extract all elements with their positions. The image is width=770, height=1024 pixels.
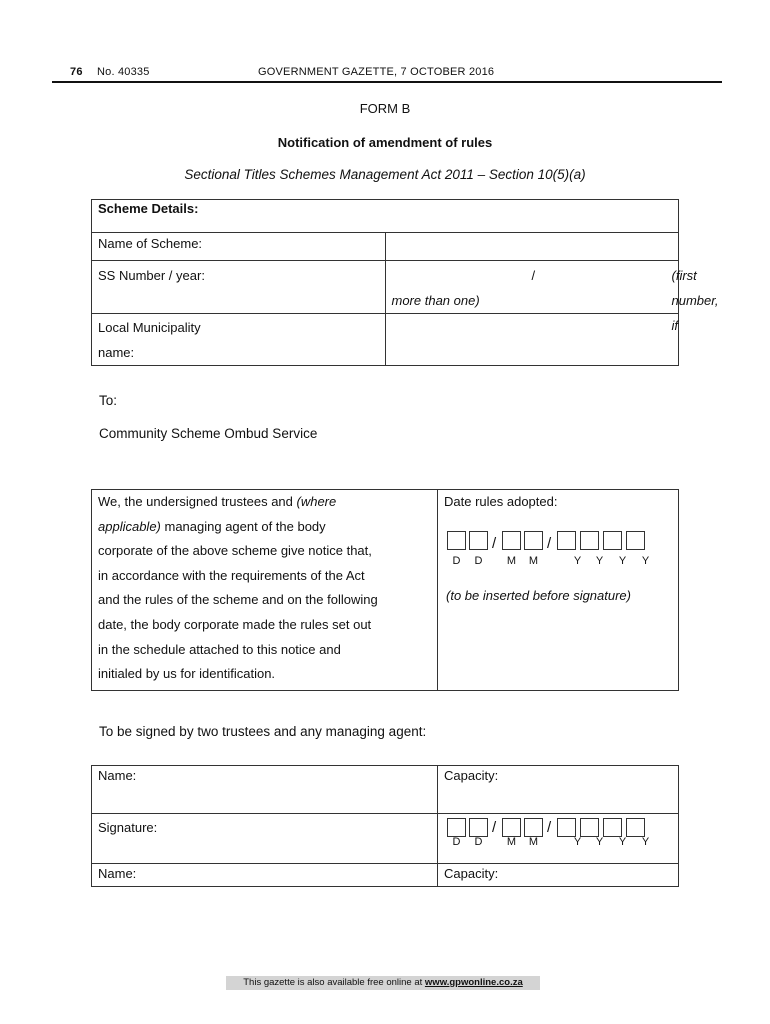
date-separator: /	[492, 819, 497, 836]
notice-line: in accordance with the requirements of the Act	[98, 567, 365, 583]
date-adopted-cell	[438, 490, 679, 691]
notice-line: We, the undersigned trustees and (where	[98, 494, 337, 509]
ss-number-field[interactable]	[385, 261, 719, 333]
date-digit-box[interactable]	[557, 531, 576, 550]
date-digit-box[interactable]	[603, 818, 622, 837]
name-label: Name:	[98, 768, 137, 783]
notice-line: corporate of the above scheme give notice that,	[98, 543, 372, 559]
date-letter-month: M	[528, 836, 539, 848]
municipality-label	[92, 314, 386, 366]
date-letter-day: D	[452, 836, 461, 848]
signature-table	[91, 765, 679, 887]
form-title: FORM B	[359, 101, 411, 116]
notice-line: and the rules of the scheme and on the following	[98, 592, 378, 608]
date-digit-box[interactable]	[557, 818, 576, 837]
scheme-details-heading: Scheme Details:	[92, 200, 679, 233]
date-digit-box[interactable]	[626, 818, 645, 837]
footer-banner	[226, 976, 540, 990]
date-letter-year: Y	[595, 836, 604, 848]
footer-text: This gazette is also available free online at	[243, 977, 425, 988]
signing-instructions: To be signed by two trustees and any managing agent:	[99, 724, 427, 739]
date-digit-box[interactable]	[469, 531, 488, 550]
date-letter-day: D	[452, 555, 461, 567]
municipality-label-line-1: Local Municipality	[98, 320, 201, 335]
municipality-label-line-2: name:	[98, 345, 135, 360]
date-letter-year: Y	[573, 836, 582, 848]
scheme-name-field[interactable]	[385, 233, 679, 261]
signature-field[interactable]	[92, 814, 438, 864]
notice-line: date, the body corporate made the rules set out	[98, 616, 372, 632]
municipality-field[interactable]	[385, 314, 679, 366]
signature-date-cell	[438, 814, 679, 864]
name-field-1[interactable]	[92, 766, 438, 814]
ss-note-continued: more than one)	[391, 293, 480, 308]
date-digit-box[interactable]	[502, 818, 521, 837]
ss-number-label: SS Number / year:	[92, 261, 386, 314]
date-digit-box[interactable]	[580, 531, 599, 550]
date-digit-box[interactable]	[524, 531, 543, 550]
date-letter-year: Y	[618, 555, 627, 567]
date-letter-year: Y	[641, 836, 650, 848]
date-letter-year: Y	[573, 555, 582, 567]
date-letter-year: Y	[618, 836, 627, 848]
footer-link[interactable]: www.gpwonline.co.za	[424, 977, 523, 988]
recipient-name: Community Scheme Ombud Service	[99, 426, 318, 441]
date-letter-year: Y	[595, 555, 604, 567]
signature-label: Signature:	[98, 820, 158, 835]
page-number: 76	[70, 66, 83, 78]
date-letter-month: M	[506, 836, 517, 848]
notice-text	[92, 490, 438, 691]
notice-table	[91, 489, 679, 691]
date-letter-month: M	[506, 555, 517, 567]
scheme-name-label: Name of Scheme:	[92, 233, 386, 261]
name-field-2[interactable]	[92, 864, 438, 887]
date-digit-box[interactable]	[469, 818, 488, 837]
date-digit-box[interactable]	[502, 531, 521, 550]
notice-line: in the schedule attached to this notice and	[98, 641, 341, 657]
issue-number: No. 40335	[97, 66, 150, 78]
publication-title: GOVERNMENT GAZETTE, 7 OCTOBER 2016	[258, 66, 495, 78]
capacity-label: Capacity:	[444, 768, 499, 783]
act-reference: Sectional Titles Schemes Management Act 2011 – Section 10(5)(a)	[184, 167, 586, 182]
date-separator: /	[492, 535, 497, 552]
date-separator: /	[547, 535, 552, 552]
date-adopted-input[interactable]	[447, 531, 667, 567]
signature-date-input[interactable]	[447, 818, 667, 848]
date-digit-box[interactable]	[524, 818, 543, 837]
notice-line: applicable) managing agent of the body	[98, 518, 326, 534]
date-digit-box[interactable]	[447, 818, 466, 837]
date-digit-box[interactable]	[626, 531, 645, 550]
scheme-details-table	[91, 199, 719, 366]
capacity-field-1[interactable]	[438, 766, 679, 814]
notice-line: initialed by us for identification.	[98, 666, 276, 682]
date-letter-day: D	[474, 836, 483, 848]
date-adopted-label: Date rules adopted:	[444, 494, 558, 509]
header-divider	[52, 81, 722, 83]
ss-separator: /	[531, 268, 536, 283]
capacity-label: Capacity:	[444, 866, 499, 881]
date-letter-month: M	[528, 555, 539, 567]
date-digit-box[interactable]	[580, 818, 599, 837]
date-digit-box[interactable]	[447, 531, 466, 550]
date-letter-year: Y	[641, 555, 650, 567]
date-digit-box[interactable]	[603, 531, 622, 550]
form-subtitle: Notification of amendment of rules	[277, 135, 493, 150]
date-adopted-note: (to be inserted before signature)	[446, 588, 631, 603]
to-label: To:	[99, 393, 118, 408]
date-separator: /	[547, 819, 552, 836]
date-letter-day: D	[474, 555, 483, 567]
capacity-field-2[interactable]	[438, 864, 679, 887]
name-label: Name:	[98, 866, 137, 881]
ss-note: (first number, if	[671, 268, 719, 333]
